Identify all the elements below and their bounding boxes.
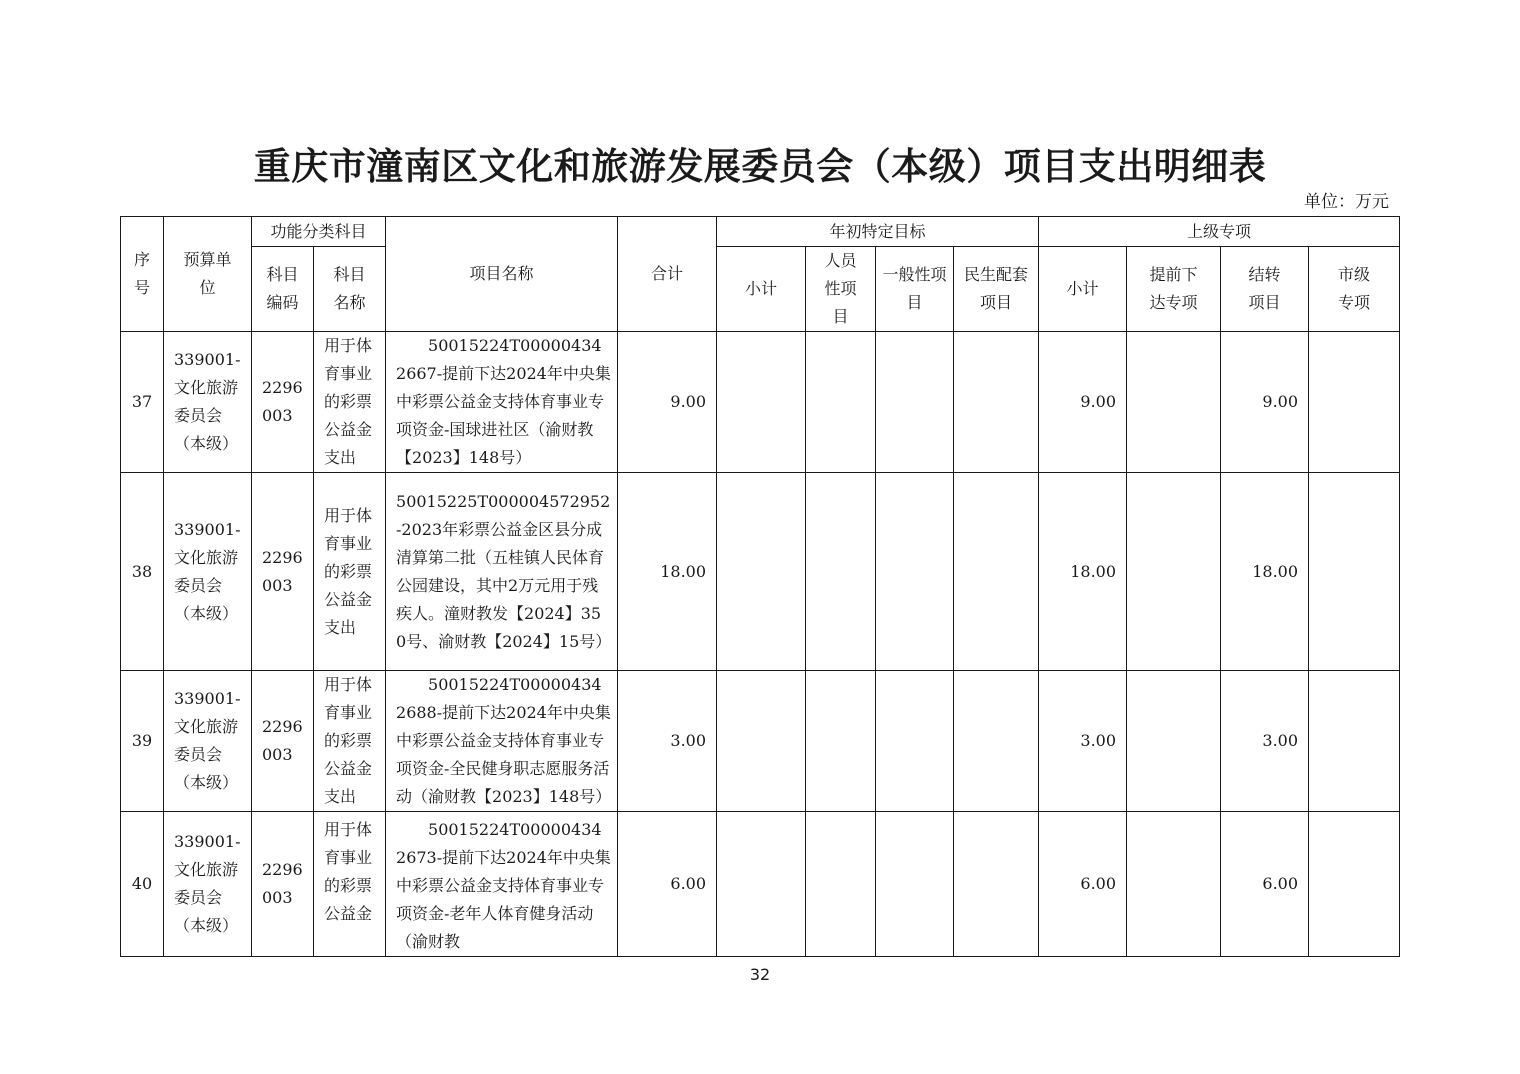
- header-annual-target: 年初特定目标: [717, 217, 1039, 247]
- cell-city: [1309, 671, 1400, 812]
- header-annual-subtotal: 小计: [717, 247, 806, 332]
- header-superior-subtotal: 小计: [1039, 247, 1127, 332]
- header-city: 市级专项: [1309, 247, 1400, 332]
- header-total: 合计: [618, 217, 717, 332]
- cell-seq: 40: [121, 812, 164, 957]
- cell-personnel: [806, 671, 876, 812]
- cell-carryover: 3.00: [1221, 671, 1309, 812]
- cell-code: 2296003: [252, 473, 314, 671]
- cell-unit: 339001-文化旅游委员会（本级）: [164, 473, 252, 671]
- cell-code: 2296003: [252, 332, 314, 473]
- unit-label: 单位：万元: [1304, 192, 1389, 212]
- header-func-name: 科目名称: [314, 247, 386, 332]
- header-superior: 上级专项: [1039, 217, 1400, 247]
- cell-seq: 38: [121, 473, 164, 671]
- cell-personnel: [806, 812, 876, 957]
- cell-superior-subtotal: 9.00: [1039, 332, 1127, 473]
- cell-code: 2296003: [252, 812, 314, 957]
- cell-seq: 39: [121, 671, 164, 812]
- cell-name: 用于体育事业的彩票公益金支出: [314, 671, 386, 812]
- cell-city: [1309, 473, 1400, 671]
- cell-total: 3.00: [618, 671, 717, 812]
- cell-general: [876, 332, 954, 473]
- table-row: [121, 671, 1400, 812]
- cell-name: 用于体育事业的彩票公益金: [314, 812, 386, 957]
- cell-advance: [1127, 332, 1221, 473]
- cell-superior-subtotal: 3.00: [1039, 671, 1127, 812]
- cell-total: 18.00: [618, 473, 717, 671]
- header-project-name: 项目名称: [386, 217, 618, 332]
- cell-personnel: [806, 473, 876, 671]
- cell-advance: [1127, 812, 1221, 957]
- cell-name: 用于体育事业的彩票公益金支出: [314, 473, 386, 671]
- cell-project: 50015224T000004342688-提前下达2024年中央集中彩票公益金支持体育事业专项资金-全民健身职志愿服务活动（渝财教【2023】148号）: [386, 671, 618, 812]
- cell-advance: [1127, 671, 1221, 812]
- project-expenditure-table: [120, 216, 1400, 957]
- cell-livelihood: [954, 473, 1039, 671]
- cell-advance: [1127, 473, 1221, 671]
- cell-total: 9.00: [618, 332, 717, 473]
- page-title: 重庆市潼南区文化和旅游发展委员会（本级）项目支出明细表: [253, 144, 1267, 188]
- cell-general: [876, 671, 954, 812]
- header-func-class: 功能分类科目: [252, 217, 386, 247]
- cell-unit: 339001-文化旅游委员会（本级）: [164, 332, 252, 473]
- cell-carryover: 9.00: [1221, 332, 1309, 473]
- table-row: [121, 812, 1400, 957]
- cell-livelihood: [954, 812, 1039, 957]
- header-advance: 提前下达专项: [1127, 247, 1221, 332]
- cell-project: 50015224T000004342667-提前下达2024年中央集中彩票公益金支持体育事业专项资金-国球进社区（渝财教【2023】148号）: [386, 332, 618, 473]
- cell-general: [876, 473, 954, 671]
- cell-annual-subtotal: [717, 671, 806, 812]
- header-func-code: 科目编码: [252, 247, 314, 332]
- header-livelihood: 民生配套项目: [954, 247, 1039, 332]
- header-budget-unit: 预算单位: [164, 217, 252, 332]
- header-carryover: 结转项目: [1221, 247, 1309, 332]
- table-row: [121, 332, 1400, 473]
- cell-project: 50015224T000004342673-提前下达2024年中央集中彩票公益金支持体育事业专项资金-老年人体育健身活动（渝财教: [386, 812, 618, 957]
- header-seq: 序号: [121, 217, 164, 332]
- cell-personnel: [806, 332, 876, 473]
- table-row: [121, 473, 1400, 671]
- cell-seq: 37: [121, 332, 164, 473]
- cell-project: 50015225T000004572952-2023年彩票公益金区县分成清算第二批（五桂镇人民体育公园建设，其中2万元用于残疾人。潼财教发【2024】350号、渝财教【2024】15号）: [386, 473, 618, 671]
- cell-unit: 339001-文化旅游委员会（本级）: [164, 671, 252, 812]
- cell-city: [1309, 332, 1400, 473]
- cell-livelihood: [954, 332, 1039, 473]
- cell-total: 6.00: [618, 812, 717, 957]
- cell-carryover: 18.00: [1221, 473, 1309, 671]
- cell-code: 2296003: [252, 671, 314, 812]
- cell-unit: 339001-文化旅游委员会（本级）: [164, 812, 252, 957]
- cell-name: 用于体育事业的彩票公益金支出: [314, 332, 386, 473]
- cell-annual-subtotal: [717, 473, 806, 671]
- cell-carryover: 6.00: [1221, 812, 1309, 957]
- header-general: 一般性项目: [876, 247, 954, 332]
- page-number: 32: [749, 965, 771, 984]
- cell-livelihood: [954, 671, 1039, 812]
- cell-annual-subtotal: [717, 812, 806, 957]
- header-personnel: 人员性项目: [806, 247, 876, 332]
- cell-general: [876, 812, 954, 957]
- cell-superior-subtotal: 6.00: [1039, 812, 1127, 957]
- cell-annual-subtotal: [717, 332, 806, 473]
- cell-city: [1309, 812, 1400, 957]
- cell-superior-subtotal: 18.00: [1039, 473, 1127, 671]
